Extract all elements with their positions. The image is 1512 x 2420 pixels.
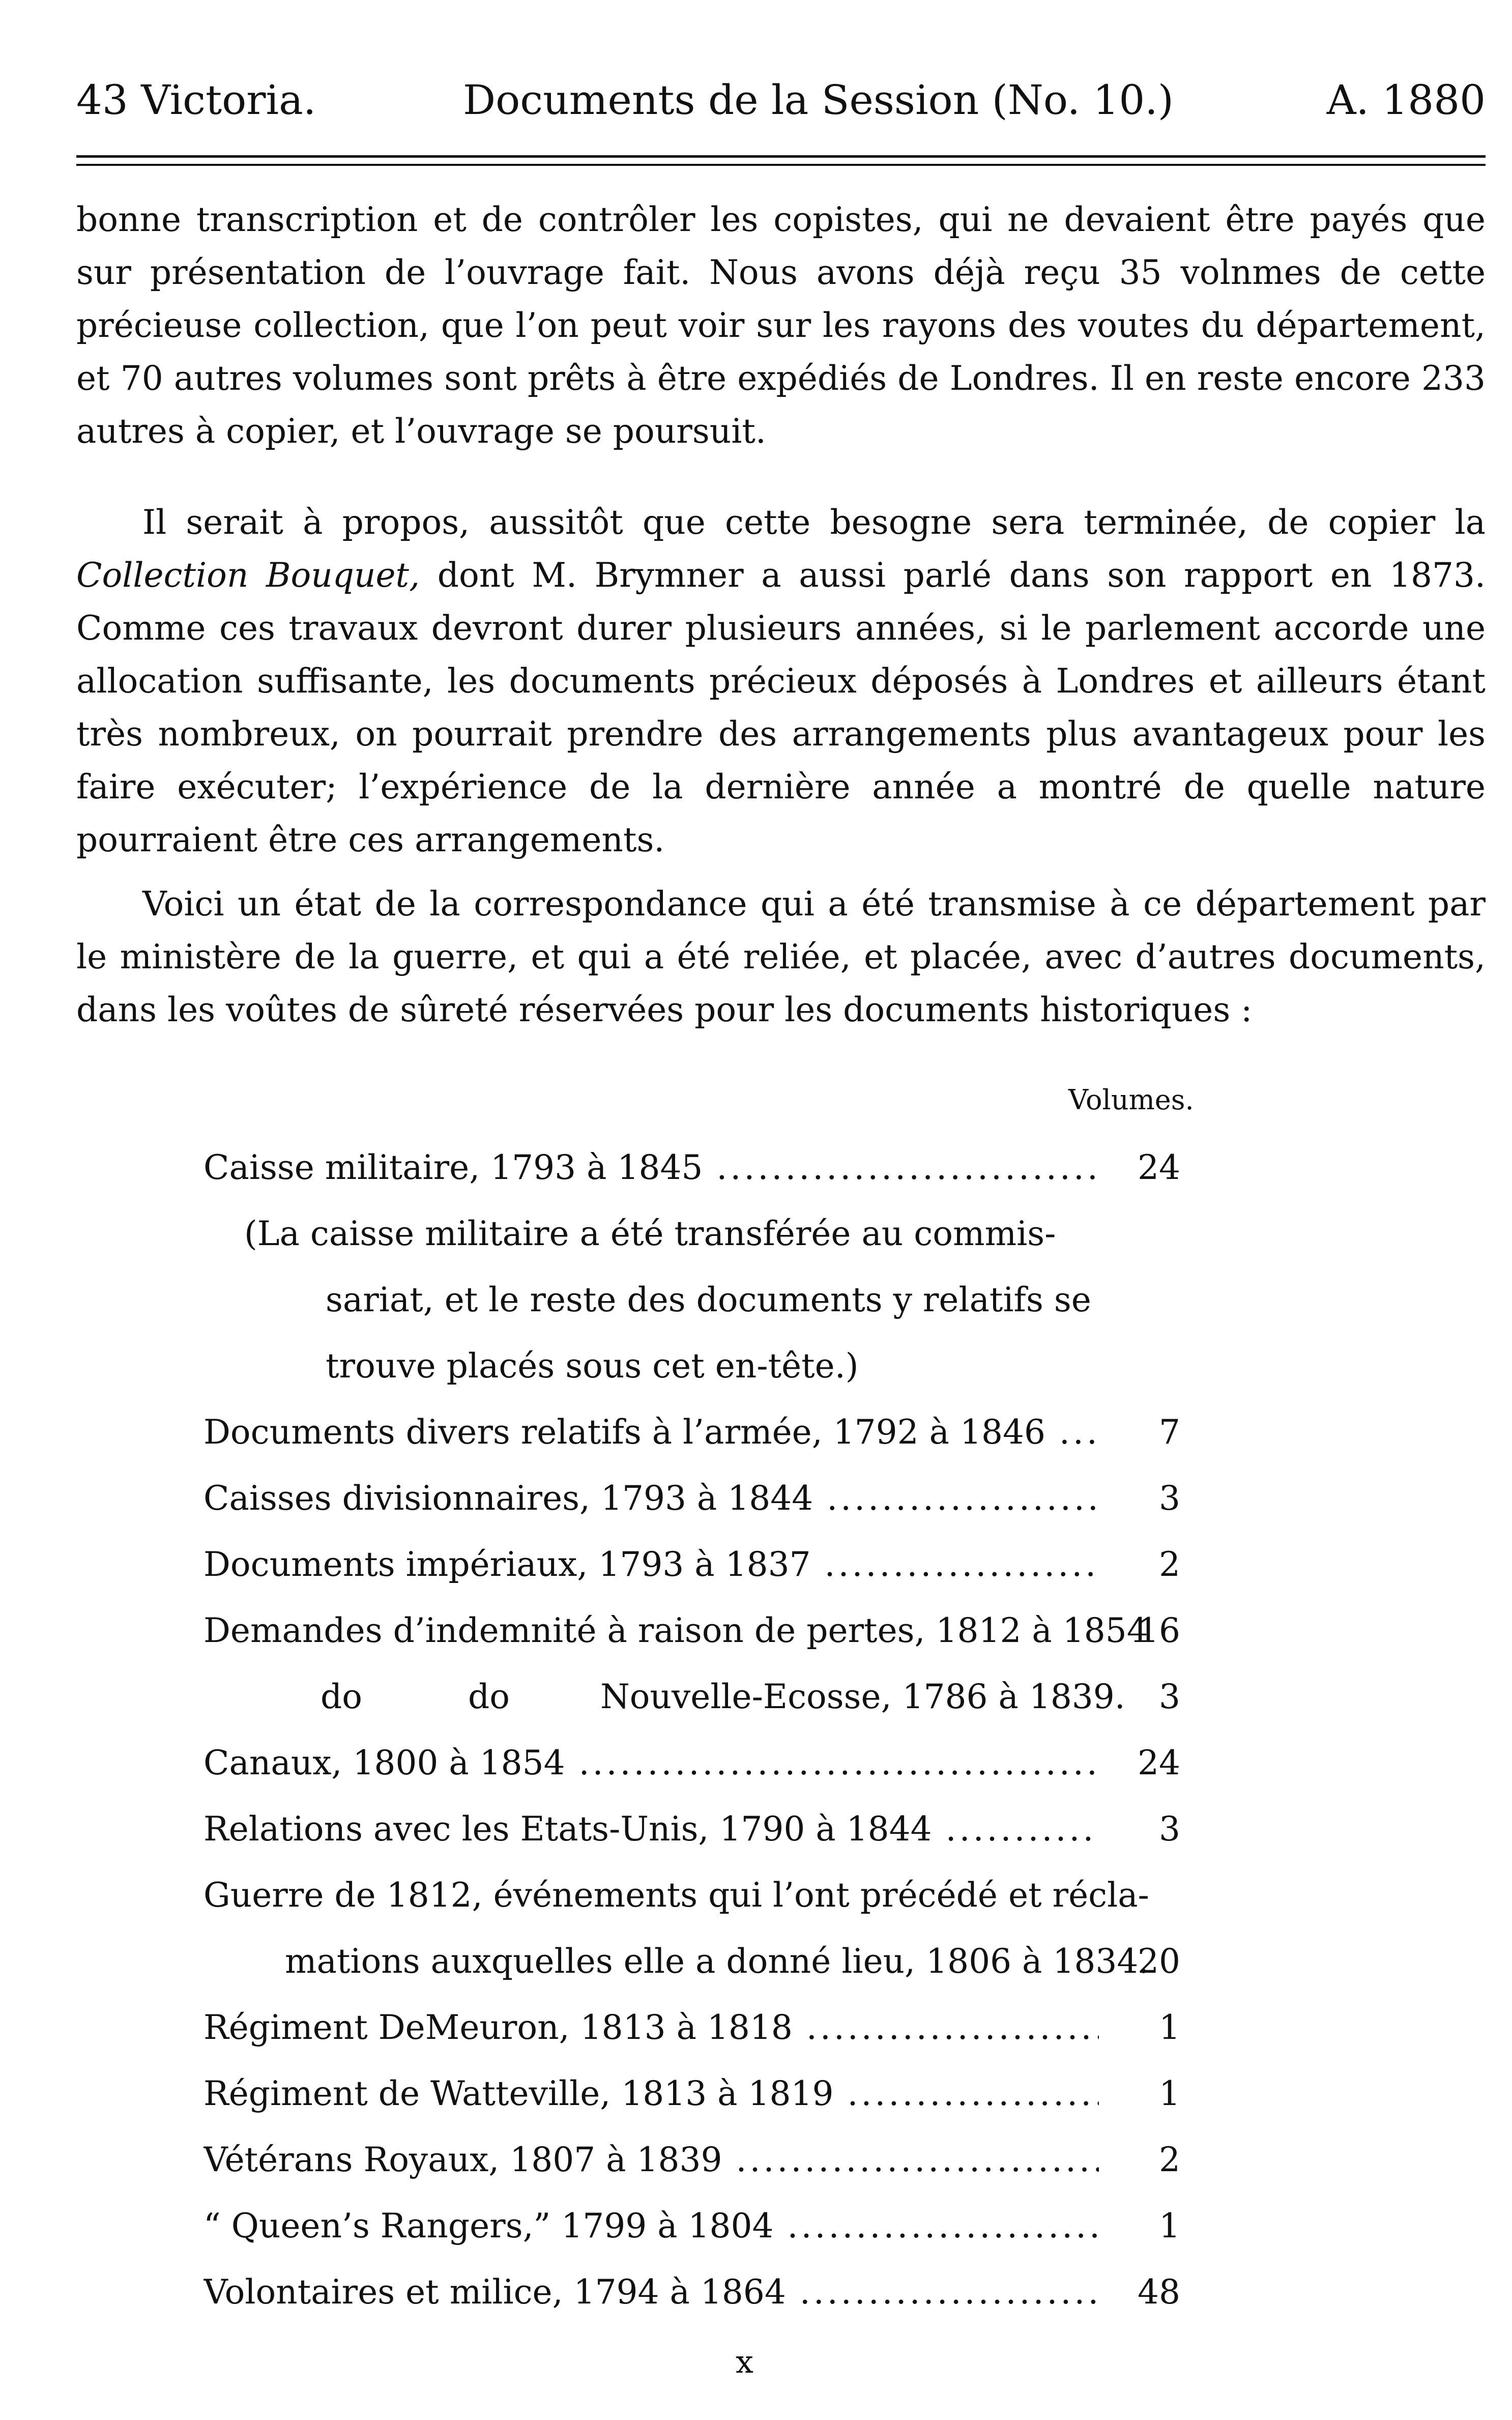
row-label-continued: mations auxquelles elle a donné lieu, 1806 à 1834.	[285, 1942, 1149, 1981]
header-rule-bottom	[76, 164, 1486, 166]
p2-text-before: Il serait à propos, aussitôt que cette besogne sera terminée, de copier la	[142, 503, 1486, 542]
row-label: Canaux, 1800 à 1854 .....	[203, 1730, 1099, 1796]
paragraph-collection-bouquet	[76, 496, 1486, 867]
volumes-table	[0, 1135, 1512, 2312]
header-title: Documents de la Session (No. 10.)	[463, 76, 1174, 124]
p2-text-after: dont M. Brymner a aussi parlé dans son rapport en 1873. Comme ces travaux devront durer plusieurs années, si le parlement accorde une allocation suffisante, les documents précieux déposés à Londres et ailleurs étant très nombreux, on pourrait prendre des arrangements plus avantageux pour les faire exécuter; l’expérience de la dernière année a montré de quelle nature pourraient être ces arrangements.	[76, 556, 1486, 859]
row-label: Vétérans Royaux, 1807 à 1839 .....	[203, 2127, 1099, 2193]
note-line: (La caisse militaire a été transférée au commis-	[244, 1214, 1056, 1253]
paragraph-correspondence-intro: Voici un état de la correspondance qui a été transmise à ce département par le ministère de la guerre, et qui a été reliée, et placée, avec d’autres documents, dans les voûtes de sûreté réservées pour les documents historiques :	[76, 884, 1486, 1029]
row-label: Régiment DeMeuron, 1813 à 1818 .....	[203, 1995, 1099, 2061]
row-volumes: 3	[1159, 1809, 1180, 1849]
row-volumes: 7	[1159, 1413, 1180, 1452]
header-year: A. 1880	[1326, 76, 1486, 124]
row-label: “ Queen’s Rangers,” 1799 à 1804 .....	[203, 2193, 1099, 2259]
table-note	[203, 1201, 1099, 1399]
row-label: Volontaires et milice, 1794 à 1864 .....	[203, 2259, 1099, 2325]
row-volumes: 1	[1159, 2074, 1180, 2113]
row-label: Caisse militaire, 1793 à 1845 .....	[203, 1135, 1099, 1201]
table-row	[203, 1862, 1180, 1995]
row-volumes: 2	[1159, 1545, 1180, 1584]
page-signature-mark: x	[736, 2343, 753, 2380]
row-label: Régiment de Watteville, 1813 à 1819 .....	[203, 2061, 1099, 2127]
row-volumes: 3	[1159, 1677, 1180, 1716]
row-label: Caisses divisionnaires, 1793 à 1844 .....	[203, 1465, 1099, 1532]
row-volumes: 24	[1138, 1148, 1180, 1187]
row-label: Demandes d’indemnité à raison de pertes, 1812 à 1854	[203, 1611, 1148, 1650]
row-volumes: 20	[1138, 1942, 1180, 1981]
row-label: Documents divers relatifs à l’armée, 1792 à 1846 .....	[203, 1399, 1099, 1465]
header-session: 43 Victoria.	[76, 76, 316, 124]
row-volumes: 2	[1159, 2140, 1180, 2179]
row-label: Relations avec les Etats-Unis, 1790 à 1844 .....	[203, 1796, 1099, 1862]
row-label: Guerre de 1812, événements qui l’ont précédé et récla-	[203, 1876, 1149, 1915]
note-line: sariat, et le reste des documents y relatifs se	[326, 1280, 1091, 1319]
ditto-mark: do	[321, 1677, 362, 1716]
row-volumes: 1	[1159, 2206, 1180, 2245]
row-volumes: 3	[1159, 1479, 1180, 1518]
row-label: Nouvelle-Ecosse, 1786 à 1839.	[600, 1677, 1125, 1716]
row-volumes: 48	[1138, 2272, 1180, 2312]
ditto-mark: do	[468, 1677, 510, 1716]
row-volumes: 16	[1138, 1611, 1180, 1650]
note-line: trouve placés sous cet en-tête.)	[326, 1346, 859, 1386]
p2-italic-title: Collection Bouquet,	[76, 556, 420, 595]
header-rule-top	[76, 155, 1486, 158]
row-label: Documents impériaux, 1793 à 1837 .....	[203, 1532, 1099, 1598]
volumes-column-header: Volumes.	[1068, 1084, 1194, 1116]
row-volumes: 24	[1138, 1743, 1180, 1782]
running-header	[76, 76, 1486, 122]
row-volumes: 1	[1159, 2008, 1180, 2047]
paragraph-transcription: bonne transcription et de contrôler les copistes, qui ne devaient être payés que sur présentation de l’ouvrage fait. Nous avons déjà reçu 35 volnmes de cette précieuse collection, que l’on peut voir sur les rayons des voutes du département, et 70 autres volumes sont prêts à être expédiés de Londres. Il en reste encore 233 autres à copier, et l’ouvrage se poursuit.	[76, 200, 1486, 451]
